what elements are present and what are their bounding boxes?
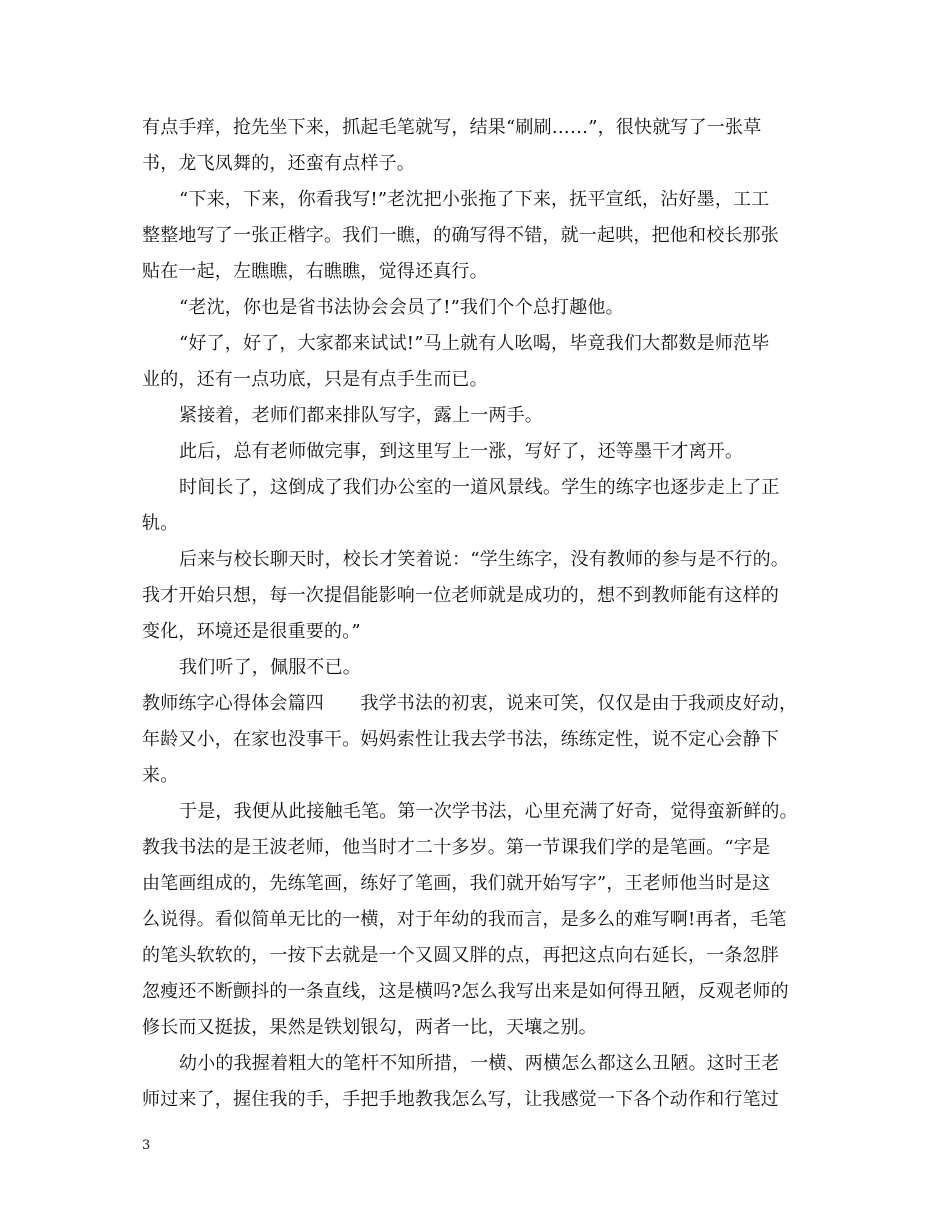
text-line: 业的，还有一点功底，只是有点手生而已。 <box>142 369 488 390</box>
text-line: 我们听了，佩服不已。 <box>179 657 361 678</box>
text-line: 修长而又挺拔，果然是铁划银勾，两者一比，天壤之别。 <box>142 1017 597 1038</box>
text-line: 贴在一起，左瞧瞧，右瞧瞧，觉得还真行。 <box>142 261 488 282</box>
text-line: 师过来了，握住我的手，手把手地教我怎么写，让我感觉一下各个动作和行笔过 <box>142 1089 779 1110</box>
text-line: 么说得。看似简单无比的一横，对于年幼的我而言，是多么的难写啊!再者，毛笔 <box>142 909 787 930</box>
text-line: “老沈，你也是省书法协会会员了!”我们个个总打趣他。 <box>179 297 624 318</box>
text-line: 我才开始只想，每一次提倡能影响一位老师就是成功的，想不到教师能有这样的 <box>142 585 779 606</box>
text-line: 教我书法的是王波老师，他当时才二十多岁。第一节课我们学的是笔画。“字是 <box>142 837 771 858</box>
text-line: 忽瘦还不断颤抖的一条直线，这是横吗?怎么我写出来是如何得丑陋，反观老师的 <box>142 981 789 1002</box>
text-line: 此后，总有老师做完事，到这里写上一涨，写好了，还等墨干才离开。 <box>179 441 744 462</box>
text-line: 于是，我便从此接触毛笔。第一次学书法，心里充满了好奇，觉得蛮新鲜的。 <box>179 801 798 822</box>
text-line: 年龄又小，在家也没事干。妈妈索性让我去学书法，练练定性，说不定心会静下 <box>142 729 779 750</box>
text-line: 时间长了，这倒成了我们办公室的一道风景线。学生的练字也逐步走上了正 <box>179 477 780 498</box>
text-line: 轨。 <box>142 513 179 534</box>
text-line: 整整地写了一张正楷字。我们一瞧，的确写得不错，就一起哄，把他和校长那张 <box>142 225 779 246</box>
text-line: 后来与校长聊天时，校长才笑着说：“学生练字，没有教师的参与是不行的。 <box>179 549 789 570</box>
document-body <box>142 110 822 1118</box>
section-heading-line: 教师练字心得体会篇四 我学书法的初衷，说来可笑，仅仅是由于我顽皮好动， <box>142 693 798 714</box>
text-line: 变化，环境还是很重要的。” <box>142 621 361 642</box>
page-number: 3 <box>142 1138 151 1153</box>
text-line: 来。 <box>142 765 179 786</box>
text-line: 由笔画组成的，先练笔画，练好了笔画，我们就开始写字”，王老师他当时是这 <box>142 873 771 894</box>
text-line: 幼小的我握着粗大的笔杆不知所措，一横、两横怎么都这么丑陋。这时王老 <box>179 1053 780 1074</box>
text-line: 书，龙飞凤舞的，还蛮有点样子。 <box>142 153 415 174</box>
text-line: “好了，好了，大家都来试试!”马上就有人吆喝，毕竟我们大都数是师范毕 <box>179 333 770 354</box>
text-line: 紧接着，老师们都来排队写字，露上一两手。 <box>179 405 543 426</box>
text-line: “下来，下来，你看我写!”老沈把小张拖了下来，抚平宣纸，沾好墨，工工 <box>179 189 770 210</box>
text-line: 有点手痒，抢先坐下来，抓起毛笔就写，结果“刷刷……”，很快就写了一张草 <box>142 117 762 138</box>
text-line: 的笔头软软的，一按下去就是一个又圆又胖的点，再把这点向右延长，一条忽胖 <box>142 945 779 966</box>
